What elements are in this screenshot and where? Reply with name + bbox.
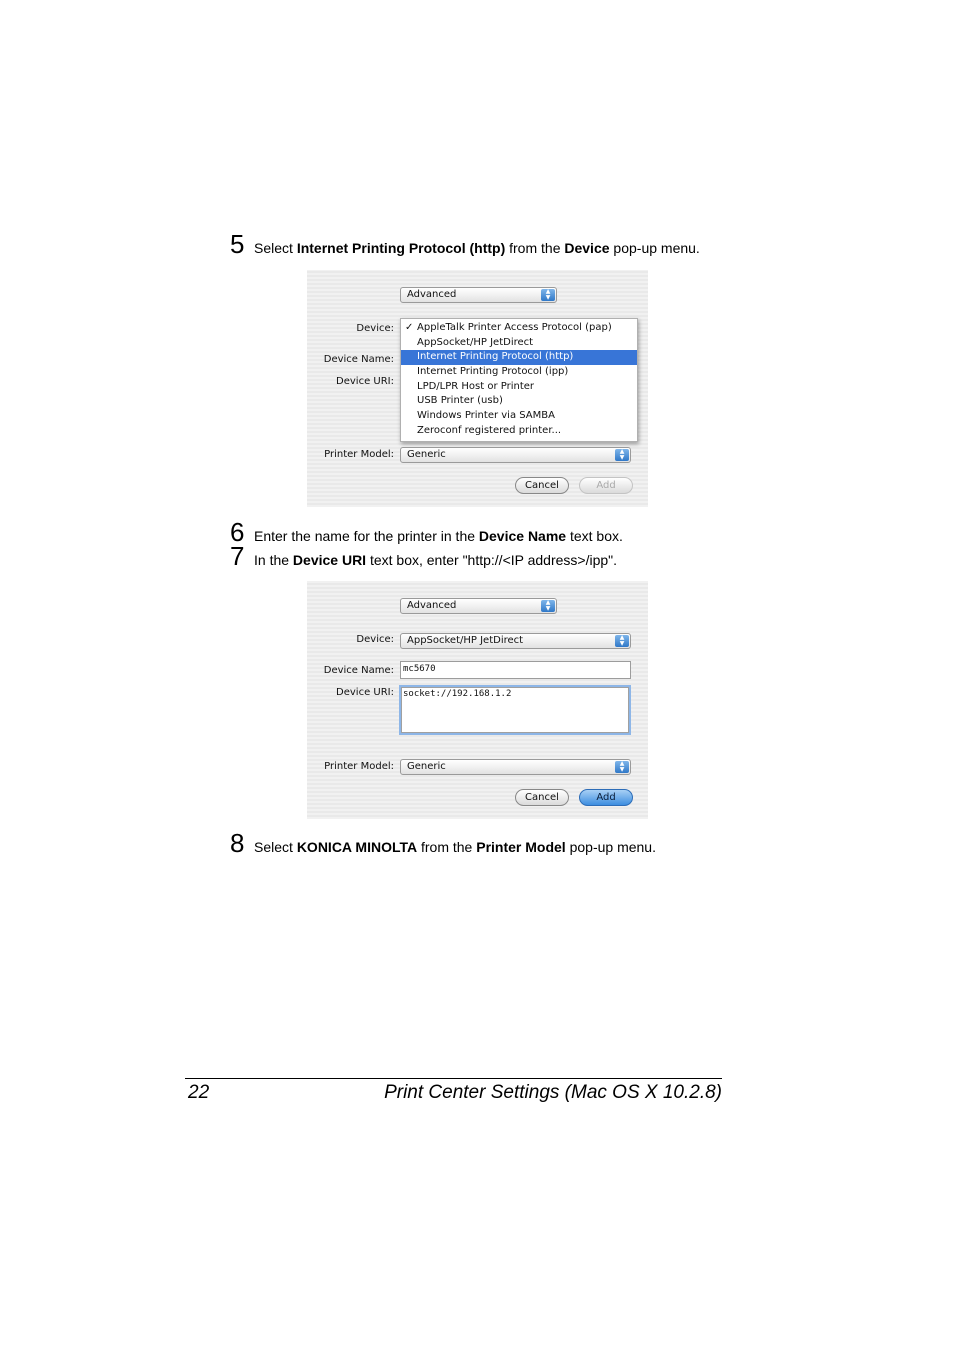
menu-item-pap[interactable]: ✓ AppleTalk Printer Access Protocol (pap) xyxy=(401,321,637,336)
add-button[interactable]: Add xyxy=(579,477,633,494)
device-name-label: Device Name: xyxy=(323,354,394,365)
menu-item-ipp-http[interactable]: Internet Printing Protocol (http) xyxy=(401,350,637,365)
step-number: 8 xyxy=(230,828,245,858)
step-text: Select KONICA MINOLTA from the Printer Model pop-up menu. xyxy=(254,839,656,855)
menu-item-ipp[interactable]: Internet Printing Protocol (ipp) xyxy=(417,366,569,378)
screenshot-device-menu xyxy=(307,270,648,507)
screenshot-device-uri xyxy=(307,581,648,819)
step-7 xyxy=(230,543,617,569)
device-popup[interactable]: AppSocket/HP JetDirect ▲ ▼ xyxy=(400,633,631,649)
device-uri-label: Device URI: xyxy=(336,376,394,387)
popup-arrows-icon: ▲ ▼ xyxy=(541,600,555,612)
mode-popup[interactable] xyxy=(400,287,557,303)
step-5 xyxy=(230,231,700,257)
device-name-label: Device Name: xyxy=(323,665,394,676)
step-text: In the Device URI text box, enter "http://<IP address>/ipp". xyxy=(254,552,618,568)
menu-item-zeroconf[interactable]: Zeroconf registered printer... xyxy=(417,424,562,436)
device-menu[interactable] xyxy=(400,318,638,442)
popup-arrows-icon: ▲ ▼ xyxy=(541,289,555,301)
popup-arrows-icon: ▲ ▼ xyxy=(615,449,629,461)
printer-model-label: Printer Model: xyxy=(324,449,394,460)
step-8 xyxy=(230,830,656,856)
mode-popup[interactable]: Advanced ▲ ▼ xyxy=(400,598,557,614)
cancel-button[interactable]: Cancel xyxy=(515,477,569,494)
step-number: 5 xyxy=(230,229,245,259)
footer-rule xyxy=(185,1078,722,1079)
printer-model-label: Printer Model: xyxy=(324,761,394,772)
checkmark-icon: ✓ xyxy=(405,322,414,333)
printer-model-popup[interactable]: Generic ▲ ▼ xyxy=(400,447,631,463)
menu-item-usb[interactable]: USB Printer (usb) xyxy=(417,395,503,407)
step-number: 7 xyxy=(230,541,245,571)
mode-popup-label: Advanced xyxy=(407,289,457,300)
menu-item-appsocket[interactable]: AppSocket/HP JetDirect xyxy=(417,336,534,348)
page-number: 22 xyxy=(188,1082,210,1103)
cancel-button[interactable]: Cancel xyxy=(515,789,569,806)
device-label: Device: xyxy=(356,323,394,334)
step-text: Enter the name for the printer in the Device Name text box. xyxy=(254,528,623,544)
footer-title: Print Center Settings (Mac OS X 10.2.8) xyxy=(384,1082,722,1103)
popup-arrows-icon: ▲ ▼ xyxy=(615,635,629,647)
device-label: Device: xyxy=(356,634,394,645)
popup-arrows-icon: ▲ ▼ xyxy=(615,761,629,773)
device-name-input[interactable]: mc5670 xyxy=(400,661,631,679)
printer-model-popup[interactable]: Generic ▲ ▼ xyxy=(400,759,631,775)
step-number: 6 xyxy=(230,517,245,547)
device-uri-label: Device URI: xyxy=(336,687,394,698)
add-button[interactable]: Add xyxy=(579,789,633,806)
step-6 xyxy=(230,519,623,545)
device-uri-input[interactable]: socket://192.168.1.2 xyxy=(399,685,631,735)
menu-item-lpd[interactable]: LPD/LPR Host or Printer xyxy=(417,380,535,392)
step-text: Select Internet Printing Protocol (http) from the Device pop-up menu. xyxy=(254,240,700,256)
menu-item-samba[interactable]: Windows Printer via SAMBA xyxy=(417,410,555,422)
